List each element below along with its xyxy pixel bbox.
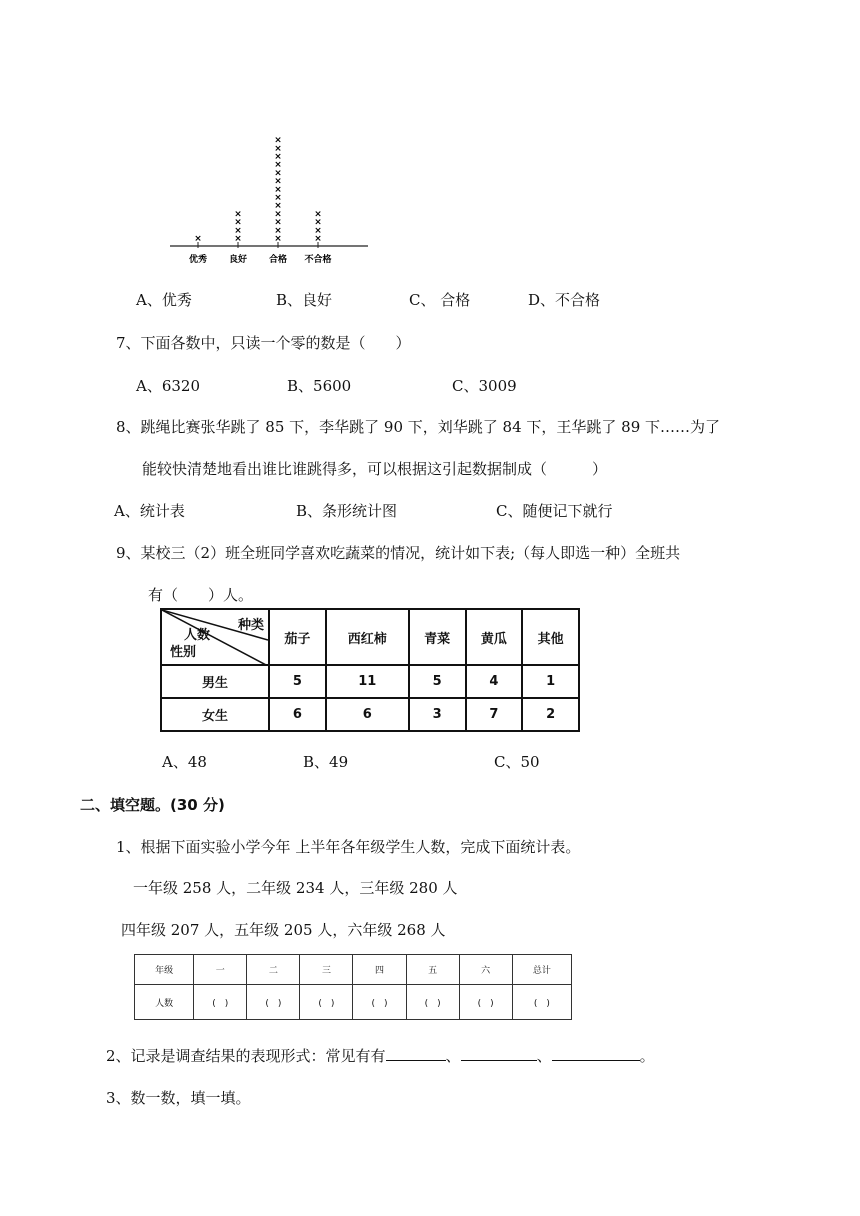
header-cell: 年级 [135, 955, 194, 985]
header-cell: 茄子 [269, 609, 326, 665]
row-label: 男生 [161, 665, 269, 698]
plot-mark: × [234, 234, 242, 244]
table-cell: 4 [466, 665, 523, 698]
q9-option-a[interactable]: A、48 [162, 753, 207, 771]
q6-option-b[interactable]: B、良好 [276, 291, 333, 309]
header-cell: 三 [300, 955, 353, 985]
q9-option-b[interactable]: B、49 [303, 753, 349, 771]
answer-blank-3[interactable] [552, 1046, 640, 1061]
plot-mark: × [314, 225, 322, 236]
plot-mark: × [274, 160, 282, 171]
table-corner-cell [161, 609, 269, 665]
table-cell: 6 [269, 698, 326, 731]
plot-mark: × [234, 209, 242, 220]
plot-mark: × [234, 225, 242, 236]
plot-category-label: 合格 [268, 255, 288, 265]
plot-mark: × [274, 135, 282, 146]
s2-q2-stem: 2、记录是调查结果的表现形式：常见有有 [106, 1047, 386, 1065]
table-cell: 11 [326, 665, 409, 698]
answer-cell[interactable]: ( ) [300, 985, 353, 1020]
q8-option-b[interactable]: B、条形统计图 [296, 502, 398, 520]
q7-stem: 7、下面各数中，只读一个零的数是（ ） [116, 334, 411, 352]
plot-category-label: 良好 [228, 255, 248, 265]
q6-option-a[interactable]: A、优秀 [136, 291, 192, 309]
plot-mark: × [274, 143, 282, 154]
header-cell: 四 [353, 955, 406, 985]
plot-mark: × [274, 184, 282, 195]
vegetable-table [160, 608, 580, 732]
header-cell: 黄瓜 [466, 609, 523, 665]
line-plot-chart [168, 124, 378, 270]
plot-mark: × [274, 168, 282, 179]
q8-option-a[interactable]: A、统计表 [114, 502, 185, 520]
table-row [135, 985, 572, 1020]
header-cell: 其他 [522, 609, 579, 665]
plot-mark: × [274, 217, 282, 228]
s2-q3-stem: 3、数一数，填一填。 [106, 1089, 251, 1107]
q8-stem-line1: 8、跳绳比赛张华跳了 85 下，李华跳了 90 下，刘华跳了 84 下，王华跳了 89 下……为了 [116, 418, 721, 436]
plot-mark: × [234, 217, 242, 228]
section-title: 二、填空题。(30 分) [80, 796, 225, 814]
plot-category-label: 优秀 [188, 255, 208, 265]
corner-top-label: 种类 [237, 618, 264, 633]
plot-mark: × [274, 193, 282, 203]
plot-mark: × [314, 217, 322, 228]
s2-q1-line1: 一年级 258 人，二年级 234 人，三年级 280 人 [133, 879, 458, 897]
table-cell: 3 [409, 698, 466, 731]
plot-mark: × [274, 225, 282, 236]
plot-mark: × [314, 234, 322, 244]
plot-mark: × [274, 176, 282, 187]
q7-option-b[interactable]: B、5600 [287, 377, 352, 395]
q7-option-a[interactable]: A、6320 [136, 377, 201, 395]
table-row [161, 698, 579, 731]
s2-q1-stem: 1、根据下面实验小学今年 上半年各年级学生人数，完成下面统计表。 [116, 838, 581, 856]
answer-cell[interactable]: ( ) [194, 985, 247, 1020]
q9-stem-line2: 有（ ）人。 [148, 586, 254, 604]
q8-option-c[interactable]: C、随便记下就行 [496, 502, 613, 520]
answer-cell[interactable]: ( ) [353, 985, 406, 1020]
corner-mid-label: 人数 [184, 628, 211, 643]
table-cell: 5 [269, 665, 326, 698]
answer-cell[interactable]: ( ) [459, 985, 512, 1020]
q9-stem-line1: 9、某校三（2）班全班同学喜欢吃蔬菜的情况，统计如下表;（每人即选一种）全班共 [116, 544, 681, 562]
plot-mark: × [274, 152, 282, 162]
q8-stem-line2: 能较快清楚地看出谁比谁跳得多，可以根据这引起数据制成（ ） [142, 460, 608, 478]
row-label: 女生 [161, 698, 269, 731]
plot-mark: × [274, 209, 282, 220]
table-cell: 6 [326, 698, 409, 731]
answer-cell[interactable]: ( ) [247, 985, 300, 1020]
header-cell: 二 [247, 955, 300, 985]
s2-q1-line2: 四年级 207 人，五年级 205 人，六年级 268 人 [121, 921, 446, 939]
row-label: 人数 [135, 985, 194, 1020]
plot-mark: × [314, 209, 322, 220]
plot-mark: × [274, 234, 282, 244]
q6-option-d[interactable]: D、不合格 [528, 291, 601, 309]
grade-table [134, 954, 572, 1020]
answer-blank-1[interactable] [386, 1046, 446, 1061]
header-cell: 青菜 [409, 609, 466, 665]
answer-cell[interactable]: ( ) [406, 985, 459, 1020]
header-cell: 一 [194, 955, 247, 985]
plot-category-label: 不合格 [304, 255, 332, 265]
s2-q2 [106, 1045, 655, 1066]
answer-blank-2[interactable] [461, 1046, 537, 1061]
s2-q2-sep1: 、 [445, 1047, 461, 1065]
answer-cell[interactable]: ( ) [512, 985, 571, 1020]
q6-option-c[interactable]: C、 合格 [409, 291, 471, 309]
table-cell: 2 [522, 698, 579, 731]
table-cell: 5 [409, 665, 466, 698]
table-cell: 1 [522, 665, 579, 698]
corner-bottom-label: 性别 [170, 645, 197, 660]
table-row [161, 665, 579, 698]
q9-option-c[interactable]: C、50 [494, 753, 540, 771]
header-cell: 总计 [512, 955, 571, 985]
plot-mark: × [274, 201, 282, 212]
s2-q2-sep2: 、 [536, 1047, 552, 1065]
header-cell: 六 [459, 955, 512, 985]
table-cell: 7 [466, 698, 523, 731]
q7-option-c[interactable]: C、3009 [452, 377, 517, 395]
header-cell: 西红柿 [326, 609, 409, 665]
header-cell: 五 [406, 955, 459, 985]
s2-q2-end: 。 [639, 1047, 655, 1065]
plot-mark: × [194, 234, 202, 244]
